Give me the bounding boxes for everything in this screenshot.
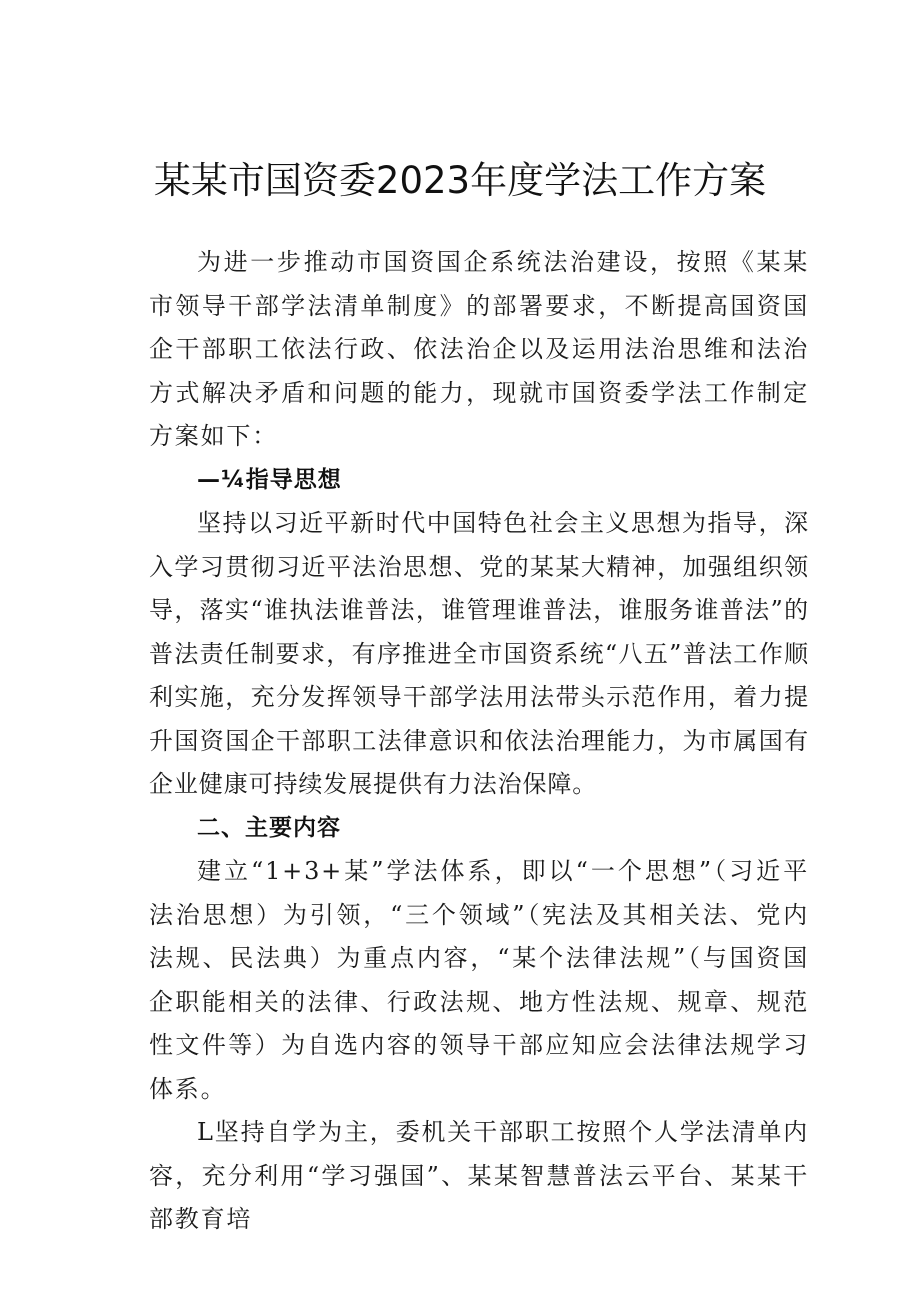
guiding-ideology-paragraph: 坚持以习近平新时代中国特色社会主义思想为指导，深入学习贯彻习近平法治思想、党的某某大精神，加强组织领导，落实“谁执法谁普法，谁管理谁普法，谁服务谁普法”的普法责任制要求，有序推进全市国资系统“八五”普法工作顺利实施，充分发挥领导干部学法用法带头示范作用，着力提升国资国企干部职工法律意识和依法治理能力，为市属国有企业健康可持续发展提供有力法治保障。 xyxy=(149,509,809,798)
intro-paragraph: 为进一步推动市国资国企系统法治建设，按照《某某市领导干部学法清单制度》的部署要求，不断提高国资国企干部职工依法行政、依法治企以及运用法治思维和法治方式解决矛盾和问题的能力，现就市国资委学法工作制定方案如下： xyxy=(149,248,809,450)
section-heading-main-content: 二、主要内容 xyxy=(197,814,341,841)
document-body xyxy=(149,241,809,1242)
section-heading-guiding-ideology: —¼指导思想 xyxy=(197,466,342,493)
main-content-paragraph: 建立“1+3+某”学法体系，即以“一个思想”（习近平法治思想）为引领，“三个领域”（宪法及其相关法、党内法规、民法典）为重点内容，“某个法律法规”（与国资国企职能相关的法律、行政法规、地方性法规、规章、规范性文件等）为自选内容的领导干部应知应会法律法规学习体系。 xyxy=(149,857,809,1103)
self-study-paragraph: L坚持自学为主，委机关干部职工按照个人学法清单内容，充分利用“学习强国”、某某智慧普法云平台、某某干部教育培 xyxy=(149,1118,809,1233)
document-title: 某某市国资委2023年度学法工作方案 xyxy=(153,159,767,202)
